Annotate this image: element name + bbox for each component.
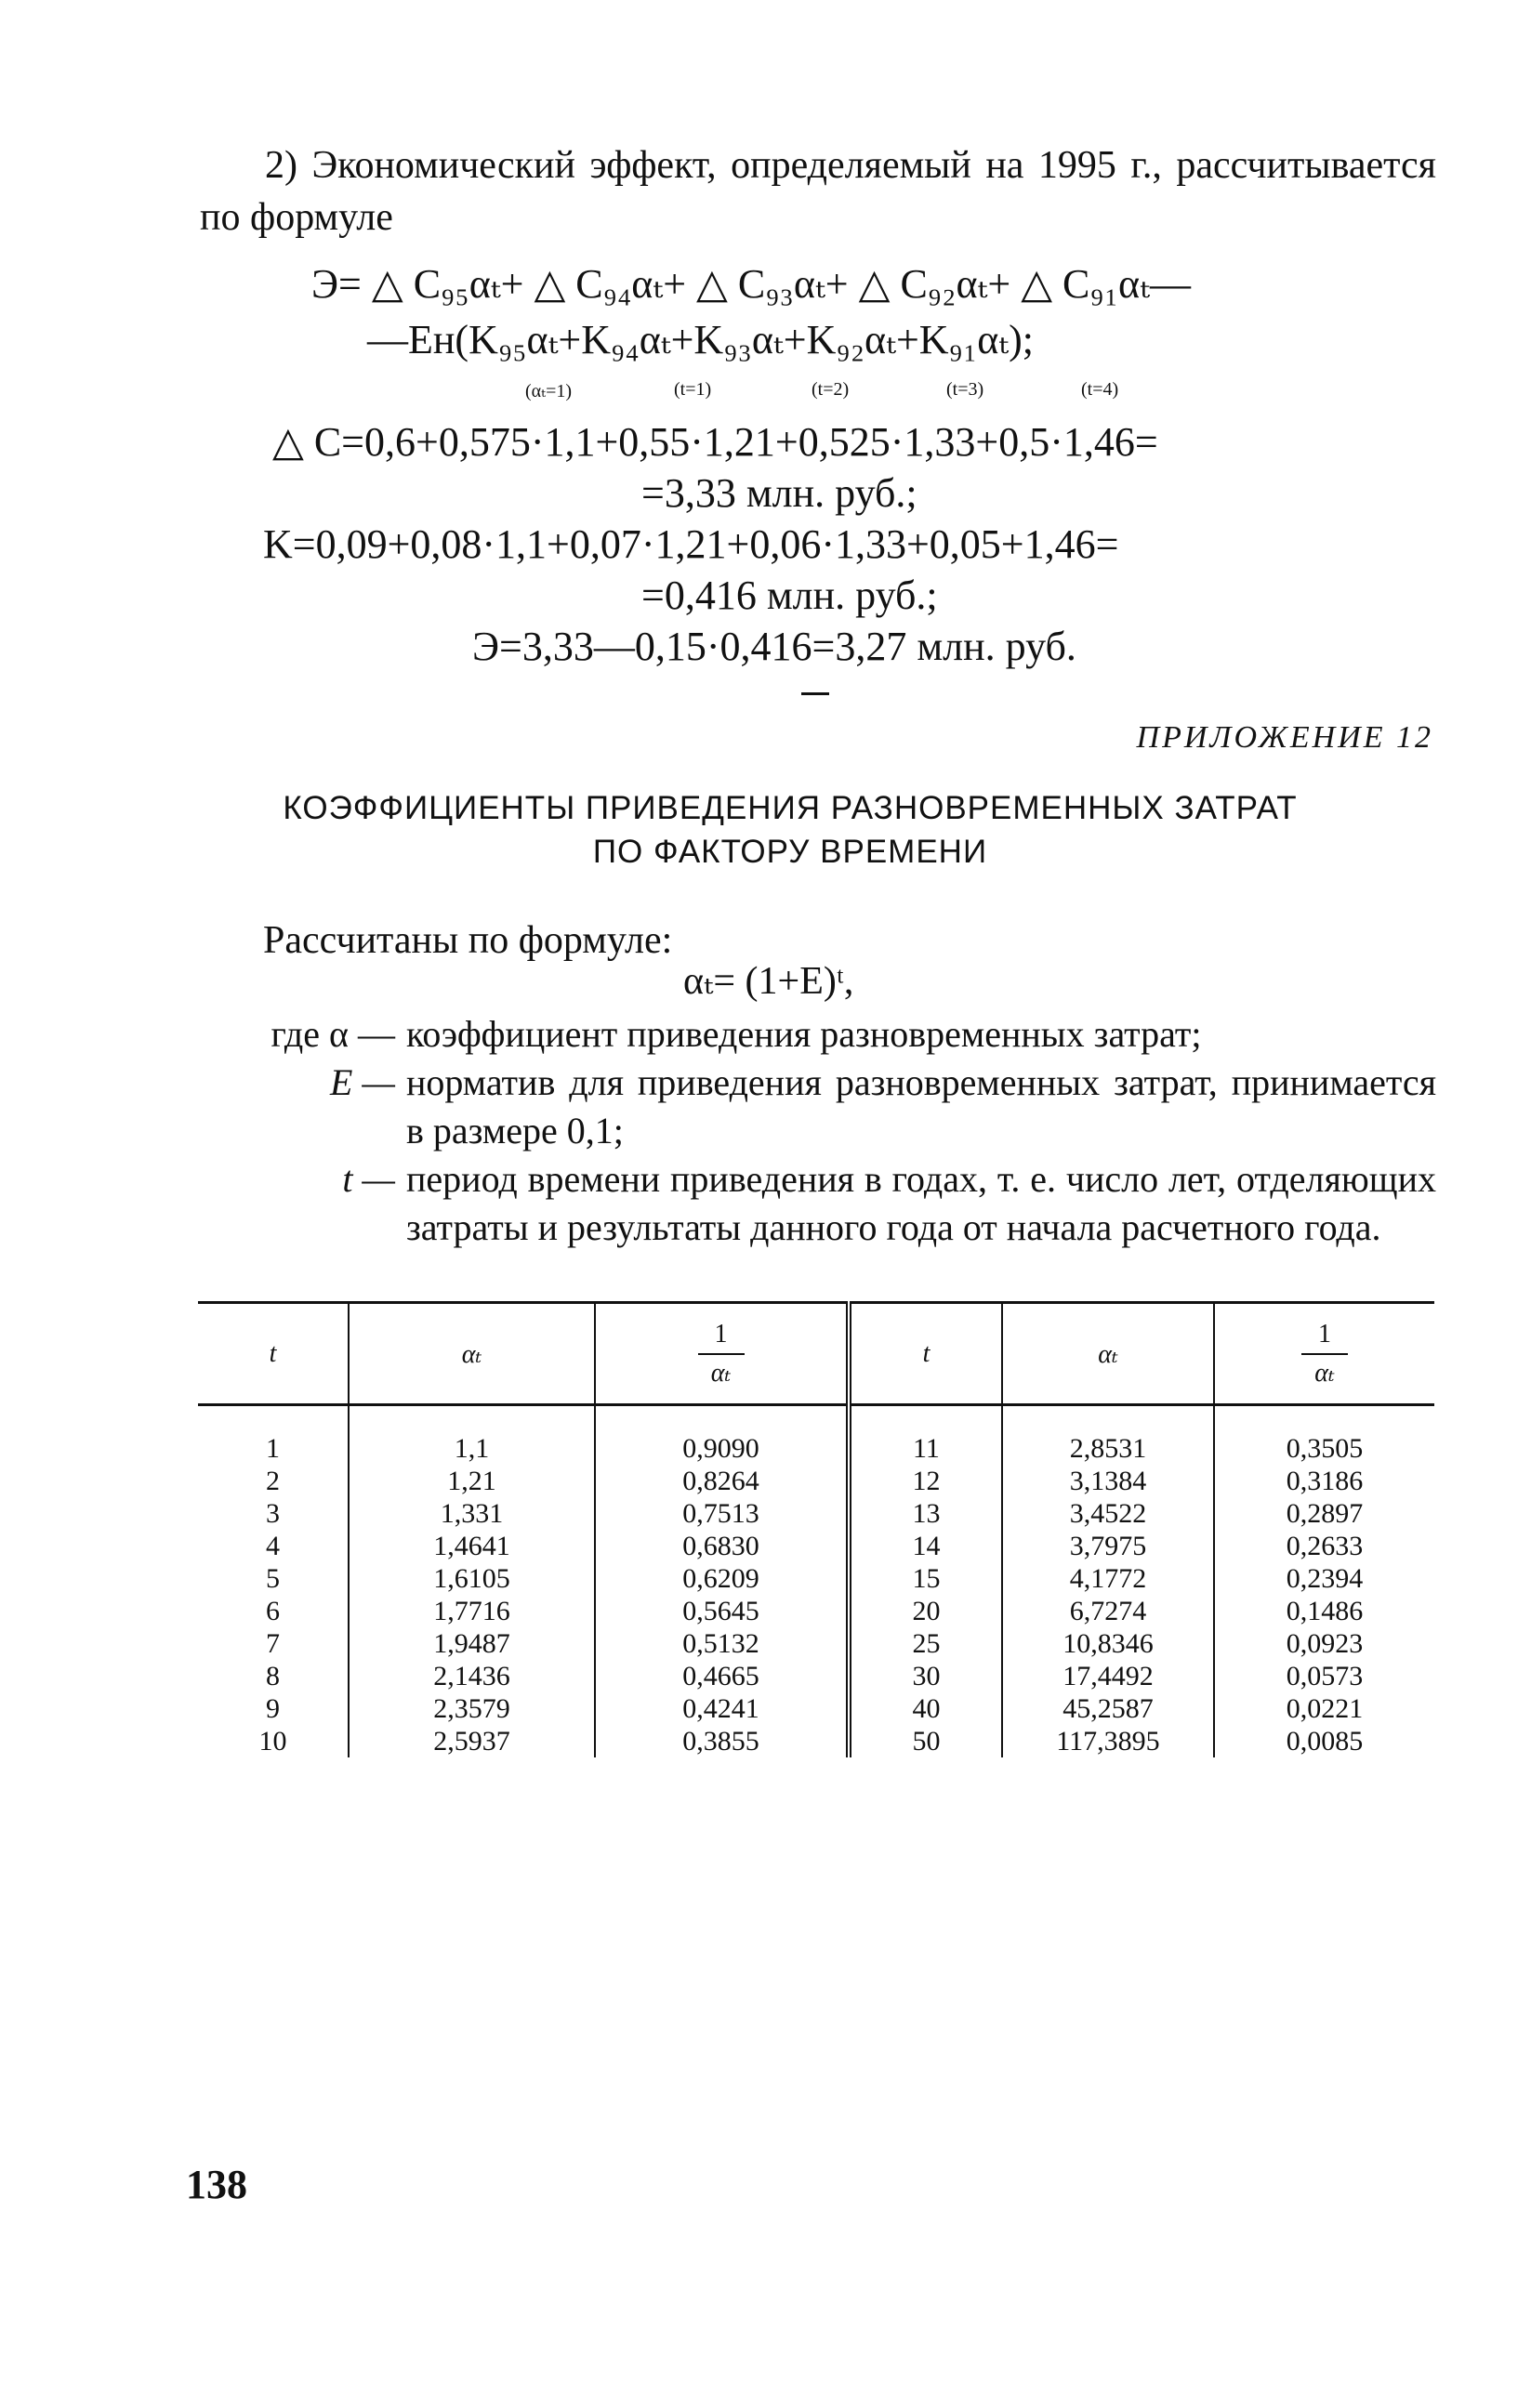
table-row <box>198 1692 1434 1725</box>
cell-alpha-right: 6,7274 <box>1002 1595 1214 1627</box>
formula-index-0: (αₜ=1) <box>525 381 573 401</box>
definition-text: коэффициент приведения разновременных затрат; <box>406 1013 1202 1055</box>
effect-result-line: Э=3,33—0,15·0,416=3,27 млн. руб. <box>472 624 1076 669</box>
cell-alpha-right: 3,7975 <box>1002 1530 1214 1562</box>
definition-text: период времени приведения в годах, т. е. число лет, отделяющих затраты и результаты данного года от начала расчетного года. <box>406 1158 1436 1248</box>
header-t-right: t <box>849 1303 1002 1405</box>
cell-alpha-left: 1,6105 <box>349 1562 595 1595</box>
cell-inverse-right: 0,2897 <box>1286 1498 1364 1529</box>
cell-t-left: 8 <box>198 1660 349 1692</box>
capital-formula-line-2: =0,416 млн. руб.; <box>641 572 938 618</box>
section-heading-line-2: ПО ФАКТОРУ ВРЕМЕНИ <box>592 834 988 870</box>
cell-inverse-left: 0,8264 <box>595 1465 849 1497</box>
formula-index-1: (t=1) <box>674 379 712 400</box>
calc-intro: Рассчитаны по формуле: <box>263 919 673 962</box>
definition-term: t — <box>342 1158 395 1200</box>
cell-inverse-left: 0,3855 <box>595 1725 849 1757</box>
header-inverse-denominator: αₜ <box>710 1358 732 1388</box>
cell-t-right: 25 <box>849 1627 1002 1660</box>
formula-index-3: (t=3) <box>946 379 984 400</box>
cell-t-right: 14 <box>849 1530 1002 1562</box>
cell-inverse-right: 0,0923 <box>1286 1628 1364 1659</box>
cell-inverse-left: 0,4241 <box>595 1692 849 1725</box>
cell-t-left: 3 <box>198 1497 349 1530</box>
cell-t-left: 6 <box>198 1595 349 1627</box>
definition-term: E — <box>330 1061 395 1103</box>
section-heading-line-1: КОЭФФИЦИЕНТЫ ПРИВЕДЕНИЯ РАЗНОВРЕМЕННЫХ ЗАТРАТ <box>283 790 1298 826</box>
cell-inverse-left: 0,9090 <box>595 1432 849 1465</box>
cell-alpha-right: 10,8346 <box>1002 1627 1214 1660</box>
cost-formula-line-2: =3,33 млн. руб.; <box>641 470 917 516</box>
definition-e <box>237 1059 1436 1155</box>
cell-t-right: 50 <box>849 1725 1002 1757</box>
cell-alpha-right: 17,4492 <box>1002 1660 1214 1692</box>
alpha-formula: αₜ= (1+E)ᵗ, <box>683 960 854 1003</box>
definition-alpha <box>237 1010 1436 1059</box>
cell-alpha-right: 3,1384 <box>1002 1465 1214 1497</box>
cell-inverse-right: 0,3186 <box>1286 1466 1364 1496</box>
table-row <box>198 1595 1434 1627</box>
header-alpha-left: αₜ <box>349 1303 595 1405</box>
header-alpha-right: αₜ <box>1002 1303 1214 1405</box>
cell-t-right: 15 <box>849 1562 1002 1595</box>
effect-formula-line-1: Э= △ C₉₅αₜ+ △ C₉₄αₜ+ △ C₉₃αₜ+ △ C₉₂αₜ+ △ C₉₁αₜ— <box>311 261 1191 307</box>
cell-alpha-right: 2,8531 <box>1002 1432 1214 1465</box>
cost-formula-line-1: △ C=0,6+0,575·1,1+0,55·1,21+0,525·1,33+0,5·1,46= <box>272 419 1158 465</box>
capital-formula-line-1: K=0,09+0,08·1,1+0,07·1,21+0,06·1,33+0,05+1,46= <box>263 521 1119 567</box>
table-row <box>198 1432 1434 1465</box>
cell-t-right: 30 <box>849 1660 1002 1692</box>
header-inverse-left <box>595 1303 849 1405</box>
header-t-left: t <box>198 1303 349 1405</box>
cell-alpha-right: 3,4522 <box>1002 1497 1214 1530</box>
cell-t-left: 2 <box>198 1465 349 1497</box>
header-inverse-numerator: 1 <box>1301 1316 1348 1355</box>
formula-index-4: (t=4) <box>1081 379 1119 400</box>
cell-inverse-left: 0,5645 <box>595 1595 849 1627</box>
cell-inverse-left: 0,7513 <box>595 1497 849 1530</box>
cell-t-left: 7 <box>198 1627 349 1660</box>
cell-alpha-left: 2,3579 <box>349 1692 595 1725</box>
intro-text: 2) Экономический эффект, определяемый на 1995 г., рассчитывается по формуле <box>200 144 1436 239</box>
cell-alpha-left: 1,9487 <box>349 1627 595 1660</box>
header-inverse-denominator: αₜ <box>1314 1358 1335 1388</box>
cell-t-right: 40 <box>849 1692 1002 1725</box>
cell-alpha-left: 2,1436 <box>349 1660 595 1692</box>
cell-t-left: 5 <box>198 1562 349 1595</box>
coefficient-table <box>198 1301 1434 1757</box>
cell-t-left: 10 <box>198 1725 349 1757</box>
cell-alpha-left: 1,7716 <box>349 1595 595 1627</box>
table-row <box>198 1530 1434 1562</box>
definitions-list <box>237 1010 1436 1252</box>
cell-inverse-left: 0,6830 <box>595 1530 849 1562</box>
cell-inverse-right: 0,2394 <box>1286 1563 1364 1594</box>
table-row <box>198 1627 1434 1660</box>
cell-alpha-right: 4,1772 <box>1002 1562 1214 1595</box>
table-row <box>198 1725 1434 1757</box>
cell-inverse-left: 0,6209 <box>595 1562 849 1595</box>
effect-formula-line-2: —Eн(K₉₅αₜ+K₉₄αₜ+K₉₃αₜ+K₉₂αₜ+K₉₁αₜ); <box>367 317 1034 362</box>
cell-t-right: 13 <box>849 1497 1002 1530</box>
formula-index-2: (t=2) <box>812 379 850 400</box>
cell-t-left: 9 <box>198 1692 349 1725</box>
cell-t-left: 1 <box>198 1432 349 1465</box>
page-number: 138 <box>186 2162 247 2207</box>
definition-term: где α — <box>271 1013 395 1055</box>
cell-alpha-left: 1,331 <box>349 1497 595 1530</box>
cell-t-right: 12 <box>849 1465 1002 1497</box>
separator-dash <box>801 692 829 695</box>
header-inverse-numerator: 1 <box>698 1316 745 1355</box>
cell-t-left: 4 <box>198 1530 349 1562</box>
table-row <box>198 1562 1434 1595</box>
appendix-label: ПРИЛОЖЕНИЕ 12 <box>1136 720 1433 755</box>
cell-inverse-left: 0,5132 <box>595 1627 849 1660</box>
cell-alpha-left: 1,1 <box>349 1432 595 1465</box>
cell-alpha-right: 45,2587 <box>1002 1692 1214 1725</box>
cell-inverse-right: 0,0221 <box>1286 1693 1364 1724</box>
table-header-row <box>198 1303 1434 1405</box>
cell-inverse-right: 0,0085 <box>1286 1726 1364 1757</box>
definition-t <box>237 1155 1436 1252</box>
cell-inverse-right: 0,1486 <box>1286 1596 1364 1626</box>
cell-inverse-right: 0,2633 <box>1286 1531 1364 1561</box>
cell-inverse-right: 0,3505 <box>1286 1433 1364 1464</box>
header-inverse-right <box>1214 1303 1434 1405</box>
cell-alpha-left: 1,21 <box>349 1465 595 1497</box>
cell-alpha-left: 1,4641 <box>349 1530 595 1562</box>
table-body <box>198 1405 1434 1758</box>
definition-text: норматив для приведения разновременных затрат, принимается в размере 0,1; <box>406 1061 1436 1151</box>
cell-inverse-right: 0,0573 <box>1286 1661 1364 1691</box>
table-row <box>198 1497 1434 1530</box>
table-row <box>198 1660 1434 1692</box>
cell-alpha-left: 2,5937 <box>349 1725 595 1757</box>
cell-t-right: 11 <box>849 1432 1002 1465</box>
cell-inverse-left: 0,4665 <box>595 1660 849 1692</box>
cell-alpha-right: 117,3895 <box>1002 1725 1214 1757</box>
cell-t-right: 20 <box>849 1595 1002 1627</box>
intro-paragraph <box>200 139 1436 243</box>
table-row <box>198 1465 1434 1497</box>
